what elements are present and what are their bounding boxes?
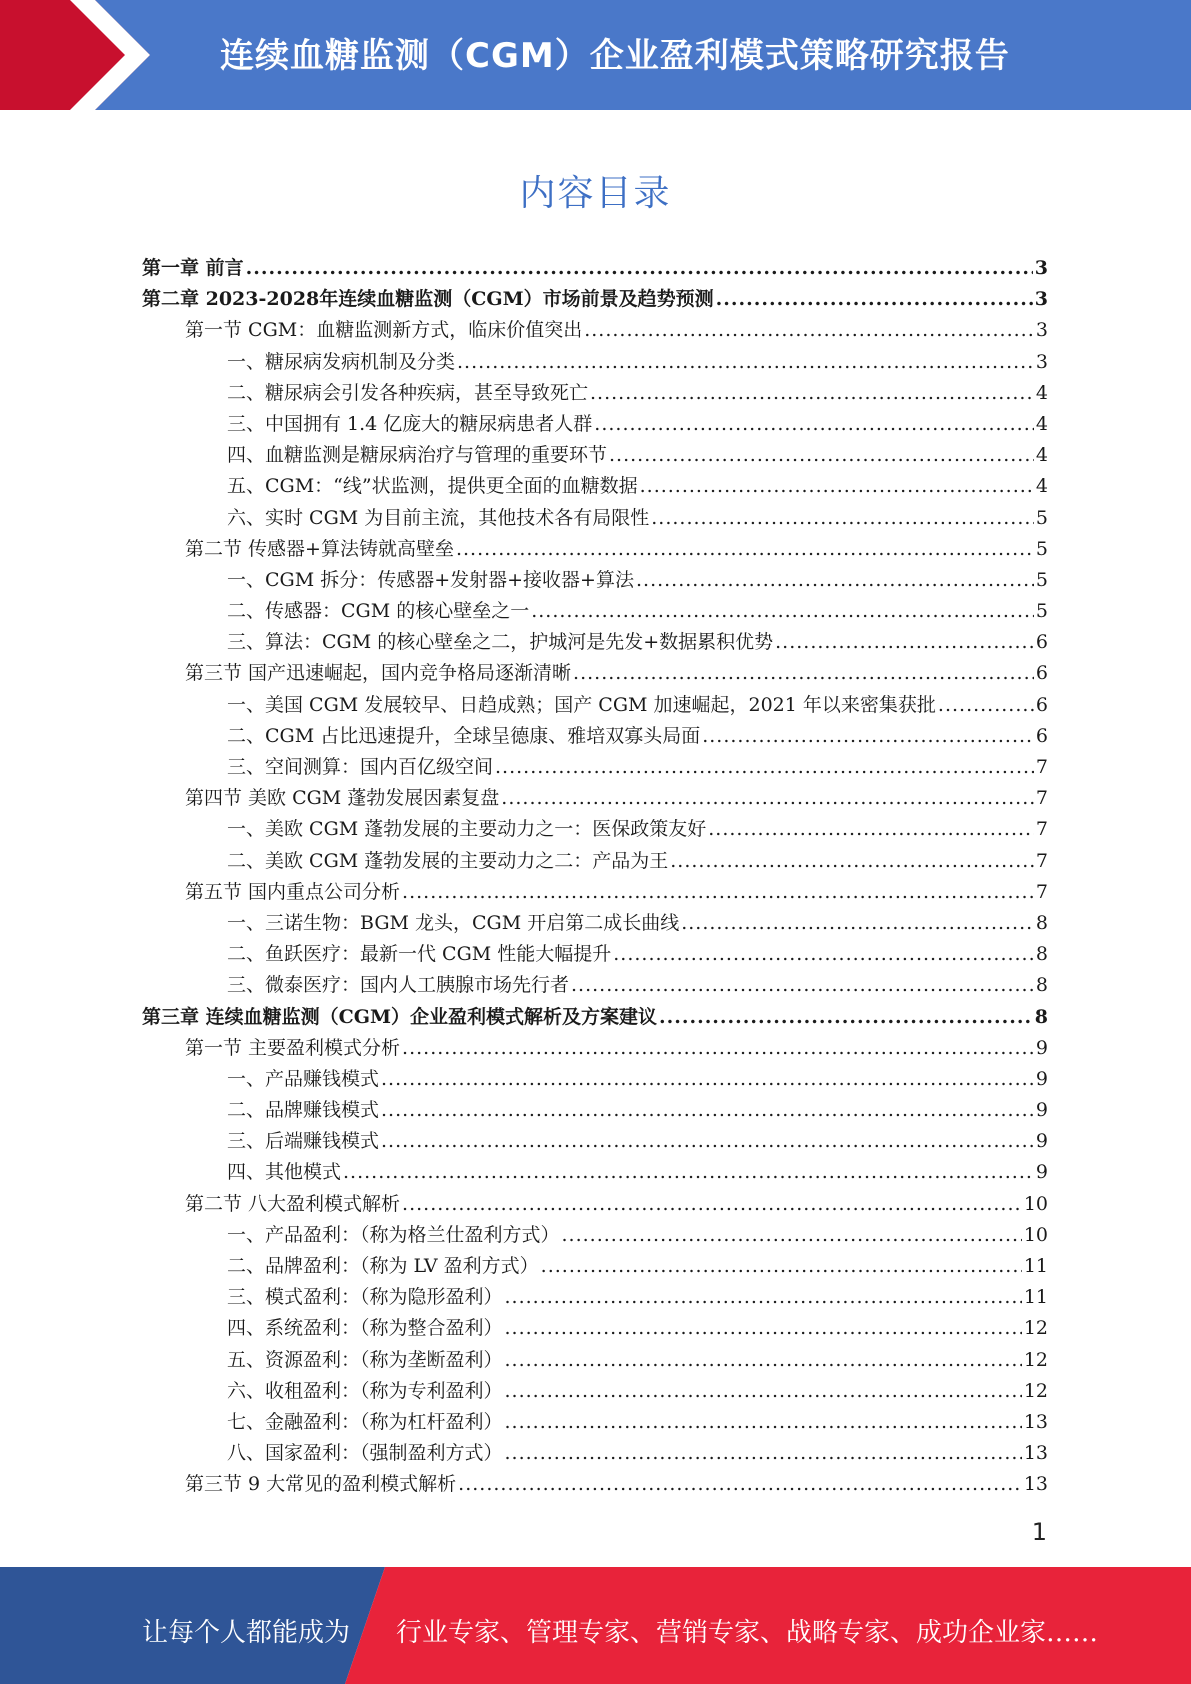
toc-leader-dots <box>659 1002 1033 1033</box>
toc-leader-dots <box>541 1251 1022 1282</box>
toc-leader-dots <box>609 440 1034 471</box>
toc-entry[interactable] <box>142 1469 1048 1500</box>
toc-leader-dots <box>590 378 1034 409</box>
toc-entry-page: 3 <box>1035 350 1048 373</box>
toc-entry-page: 10 <box>1023 1223 1048 1246</box>
toc-leader-dots <box>613 939 1034 970</box>
toc-leader-dots <box>505 1407 1022 1438</box>
toc-entry-label: 三、中国拥有 1.4 亿庞大的糖尿病患者人群 <box>227 412 593 435</box>
toc-entry-page: 12 <box>1023 1379 1048 1402</box>
toc-entry-label: 三、后端赚钱模式 <box>227 1130 380 1153</box>
toc-entry[interactable] <box>142 1376 1048 1407</box>
toc-leader-dots <box>562 1220 1022 1251</box>
toc-entry[interactable] <box>142 1345 1048 1376</box>
toc-leader-dots <box>584 315 1034 346</box>
toc-entry-page: 12 <box>1023 1348 1048 1371</box>
toc-entry-label: 五、资源盈利：（称为垄断盈利） <box>227 1348 503 1371</box>
toc-entry-page: 9 <box>1035 1067 1048 1090</box>
toc-entry-page: 8 <box>1035 911 1048 934</box>
toc-entry-label: 二、传感器：CGM 的核心壁垒之一 <box>227 600 530 623</box>
toc-entry[interactable] <box>142 658 1048 689</box>
toc-entry-page: 7 <box>1035 787 1048 810</box>
toc-leader-dots <box>381 1126 1034 1157</box>
toc-leader-dots <box>505 1313 1022 1344</box>
toc-leader-dots <box>402 1189 1022 1220</box>
toc-entry[interactable] <box>142 783 1048 814</box>
toc-entry-page: 7 <box>1035 849 1048 872</box>
footer-slogan-left: 让每个人都能成为 <box>142 1618 351 1648</box>
toc-entry-label: 一、美欧 CGM 蓬勃发展的主要动力之一：医保政策友好 <box>227 818 707 841</box>
toc-entry-page: 6 <box>1035 693 1048 716</box>
toc-entry-label: 四、系统盈利：（称为整合盈利） <box>227 1317 503 1340</box>
toc-entry[interactable] <box>142 440 1048 471</box>
toc-leader-dots <box>381 1064 1034 1095</box>
toc-entry-label: 二、CGM 占比迅速提升，全球呈德康、雅培双寡头局面 <box>227 724 701 747</box>
toc-entry-label: 二、鱼跃医疗：最新一代 CGM 性能大幅提升 <box>227 943 612 966</box>
toc-entry[interactable] <box>142 846 1048 877</box>
toc-entry[interactable] <box>142 1282 1048 1313</box>
toc-entry-label: 八、国家盈利：（强制盈利方式） <box>227 1442 503 1465</box>
toc-entry-label: 一、三诺生物：BGM 龙头，CGM 开启第二成长曲线 <box>227 911 680 934</box>
toc-entry[interactable] <box>142 503 1048 534</box>
toc-entry-page: 3 <box>1035 319 1048 342</box>
toc-leader-dots <box>670 846 1034 877</box>
toc-leader-dots <box>702 721 1034 752</box>
toc-entry-page: 3 <box>1034 257 1048 279</box>
toc-leader-dots <box>775 627 1034 658</box>
toc-entry[interactable] <box>142 253 1048 284</box>
footer-slogan-right: 行业专家、管理专家、营销专家、战略专家、成功企业家…… <box>396 1618 1099 1648</box>
toc-entry-label: 四、血糖监测是糖尿病治疗与管理的重要环节 <box>227 444 608 467</box>
toc-leader-dots <box>402 877 1034 908</box>
toc-entry-label: 四、其他模式 <box>227 1161 342 1184</box>
toc-entry[interactable] <box>142 690 1048 721</box>
toc-entry-page: 6 <box>1035 724 1048 747</box>
toc-entry-page: 13 <box>1023 1473 1048 1496</box>
toc-entry[interactable] <box>142 877 1048 908</box>
toc-entry[interactable] <box>142 1189 1048 1220</box>
toc-entry-page: 7 <box>1035 756 1048 778</box>
toc-entry-label: 第四节 美欧 CGM 蓬勃发展因素复盘 <box>185 787 500 810</box>
toc-entry-label: 二、品牌盈利：（称为 LV 盈利方式） <box>227 1255 539 1277</box>
toc-leader-dots <box>708 814 1034 845</box>
toc-entry-label: 第二节 八大盈利模式解析 <box>185 1192 401 1215</box>
toc-entry-label: 一、美国 CGM 发展较早、日趋成熟；国产 CGM 加速崛起，2021 年以来密集获批 <box>227 693 936 716</box>
toc-entry-page: 5 <box>1035 568 1048 591</box>
toc-entry-label: 二、糖尿病会引发各种疾病，甚至导致死亡 <box>227 381 589 404</box>
toc-leader-dots <box>505 1438 1022 1469</box>
toc-leader-dots <box>651 503 1034 534</box>
toc-heading: 内容目录 <box>519 173 672 214</box>
toc-entry-page: 7 <box>1035 880 1048 903</box>
toc-entry-label: 第一章 前言 <box>142 257 244 279</box>
toc-entry[interactable] <box>142 315 1048 346</box>
toc-entry-label: 七、金融盈利：（称为杠杆盈利） <box>227 1410 503 1433</box>
toc-entry-label: 第五节 国内重点公司分析 <box>185 880 401 903</box>
toc-entry-page: 9 <box>1035 1099 1048 1122</box>
report-title: 连续血糖监测（CGM）企业盈利模式策略研究报告 <box>220 36 1010 76</box>
toc-leader-dots <box>505 1282 1022 1313</box>
toc-entry-label: 六、收租盈利：（称为专利盈利） <box>227 1379 503 1402</box>
toc-entry-page: 9 <box>1035 1161 1048 1184</box>
toc-entry-page: 6 <box>1035 662 1048 685</box>
toc-leader-dots <box>501 783 1034 814</box>
toc-entry-label: 三、模式盈利：（称为隐形盈利） <box>227 1286 503 1309</box>
toc-entry-page: 8 <box>1035 974 1048 997</box>
toc-entry[interactable] <box>142 970 1048 1001</box>
toc-leader-dots <box>457 347 1034 378</box>
toc-entry-page: 7 <box>1035 818 1048 841</box>
toc-entry-page: 12 <box>1023 1317 1048 1340</box>
toc-entry-page: 5 <box>1035 600 1048 623</box>
toc-entry[interactable] <box>142 908 1048 939</box>
toc-entry-page: 3 <box>1034 288 1048 311</box>
table-of-contents <box>142 253 1048 1501</box>
toc-entry[interactable] <box>142 409 1048 440</box>
toc-entry-page: 9 <box>1035 1130 1048 1153</box>
toc-leader-dots <box>716 284 1033 315</box>
toc-entry[interactable] <box>142 534 1048 565</box>
toc-entry[interactable] <box>142 378 1048 409</box>
toc-leader-dots <box>456 534 1034 565</box>
toc-entry-label: 第三节 9 大常见的盈利模式解析 <box>185 1473 457 1496</box>
toc-leader-dots <box>402 1033 1034 1064</box>
toc-entry-label: 三、空间测算：国内百亿级空间 <box>227 756 494 778</box>
toc-entry-page: 4 <box>1035 381 1048 404</box>
toc-entry-page: 8 <box>1034 1005 1048 1028</box>
toc-leader-dots <box>246 253 1033 284</box>
toc-entry-label: 三、算法：CGM 的核心壁垒之二，护城河是先发+数据累积优势 <box>227 631 774 654</box>
toc-entry[interactable] <box>142 1220 1048 1251</box>
toc-entry-page: 9 <box>1035 1036 1048 1059</box>
toc-leader-dots <box>531 596 1034 627</box>
toc-entry[interactable] <box>142 752 1048 783</box>
toc-entry-page: 13 <box>1023 1410 1048 1433</box>
toc-entry-page: 6 <box>1035 631 1048 654</box>
toc-leader-dots <box>505 1345 1022 1376</box>
toc-entry[interactable] <box>142 1095 1048 1126</box>
toc-entry-label: 六、实时 CGM 为目前主流，其他技术各有局限性 <box>227 506 650 529</box>
toc-entry-page: 11 <box>1023 1255 1048 1277</box>
toc-leader-dots <box>458 1469 1022 1500</box>
toc-leader-dots <box>938 690 1034 721</box>
toc-entry-page: 8 <box>1035 943 1048 966</box>
toc-entry-label: 三、微泰医疗：国内人工胰腺市场先行者 <box>227 974 570 997</box>
toc-entry[interactable] <box>142 939 1048 970</box>
toc-leader-dots <box>640 471 1034 502</box>
toc-entry-label: 第二节 传感器+算法铸就高壁垒 <box>185 537 454 560</box>
toc-leader-dots <box>594 409 1034 440</box>
toc-entry[interactable] <box>142 347 1048 378</box>
footer-banner <box>0 1567 1191 1684</box>
toc-entry[interactable] <box>142 1126 1048 1157</box>
toc-entry-page: 4 <box>1035 475 1048 498</box>
toc-entry-label: 二、美欧 CGM 蓬勃发展的主要动力之二：产品为王 <box>227 849 669 872</box>
toc-entry-label: 第二章 2023-2028年连续血糖监测（CGM）市场前景及趋势预测 <box>142 288 714 311</box>
toc-entry-page: 13 <box>1023 1442 1048 1465</box>
toc-entry[interactable] <box>142 627 1048 658</box>
toc-entry[interactable] <box>142 1064 1048 1095</box>
header-banner <box>0 0 1191 110</box>
toc-leader-dots <box>381 1095 1034 1126</box>
toc-entry-label: 一、产品盈利：（称为格兰仕盈利方式） <box>227 1223 560 1246</box>
toc-entry[interactable] <box>142 1313 1048 1344</box>
toc-leader-dots <box>571 970 1034 1001</box>
toc-entry[interactable] <box>142 1033 1048 1064</box>
toc-entry[interactable] <box>142 1002 1048 1033</box>
toc-entry-label: 五、CGM：“线”状监测，提供更全面的血糖数据 <box>227 475 638 498</box>
toc-entry[interactable] <box>142 1157 1048 1188</box>
page-number: 1 <box>1031 1518 1047 1546</box>
toc-leader-dots <box>343 1157 1034 1188</box>
toc-entry[interactable] <box>142 1438 1048 1469</box>
toc-entry[interactable] <box>142 1251 1048 1282</box>
toc-entry-label: 第一节 CGM：血糖监测新方式，临床价值突出 <box>185 319 583 342</box>
toc-entry[interactable] <box>142 814 1048 845</box>
toc-entry-label: 第三章 连续血糖监测（CGM）企业盈利模式解析及方案建议 <box>142 1005 657 1028</box>
toc-entry[interactable] <box>142 596 1048 627</box>
toc-leader-dots <box>573 658 1034 689</box>
toc-entry[interactable] <box>142 1407 1048 1438</box>
toc-entry-page: 11 <box>1023 1286 1048 1309</box>
toc-entry-page: 4 <box>1035 444 1048 467</box>
toc-entry-page: 4 <box>1035 412 1048 435</box>
toc-leader-dots <box>636 565 1034 596</box>
toc-entry-label: 第三节 国产迅速崛起，国内竞争格局逐渐清晰 <box>185 662 572 685</box>
toc-entry-page: 5 <box>1035 506 1048 529</box>
toc-entry[interactable] <box>142 471 1048 502</box>
toc-entry-page: 10 <box>1023 1192 1048 1215</box>
toc-entry-label: 一、产品赚钱模式 <box>227 1067 380 1090</box>
toc-entry[interactable] <box>142 565 1048 596</box>
toc-entry-label: 一、CGM 拆分：传感器+发射器+接收器+算法 <box>227 568 634 591</box>
toc-entry[interactable] <box>142 284 1048 315</box>
toc-entry-label: 二、品牌赚钱模式 <box>227 1099 380 1122</box>
toc-entry[interactable] <box>142 721 1048 752</box>
toc-leader-dots <box>505 1376 1022 1407</box>
toc-leader-dots <box>495 752 1034 783</box>
toc-leader-dots <box>681 908 1034 939</box>
toc-entry-label: 一、糖尿病发病机制及分类 <box>227 350 456 373</box>
toc-entry-page: 5 <box>1035 537 1048 560</box>
toc-entry-label: 第一节 主要盈利模式分析 <box>185 1036 401 1059</box>
